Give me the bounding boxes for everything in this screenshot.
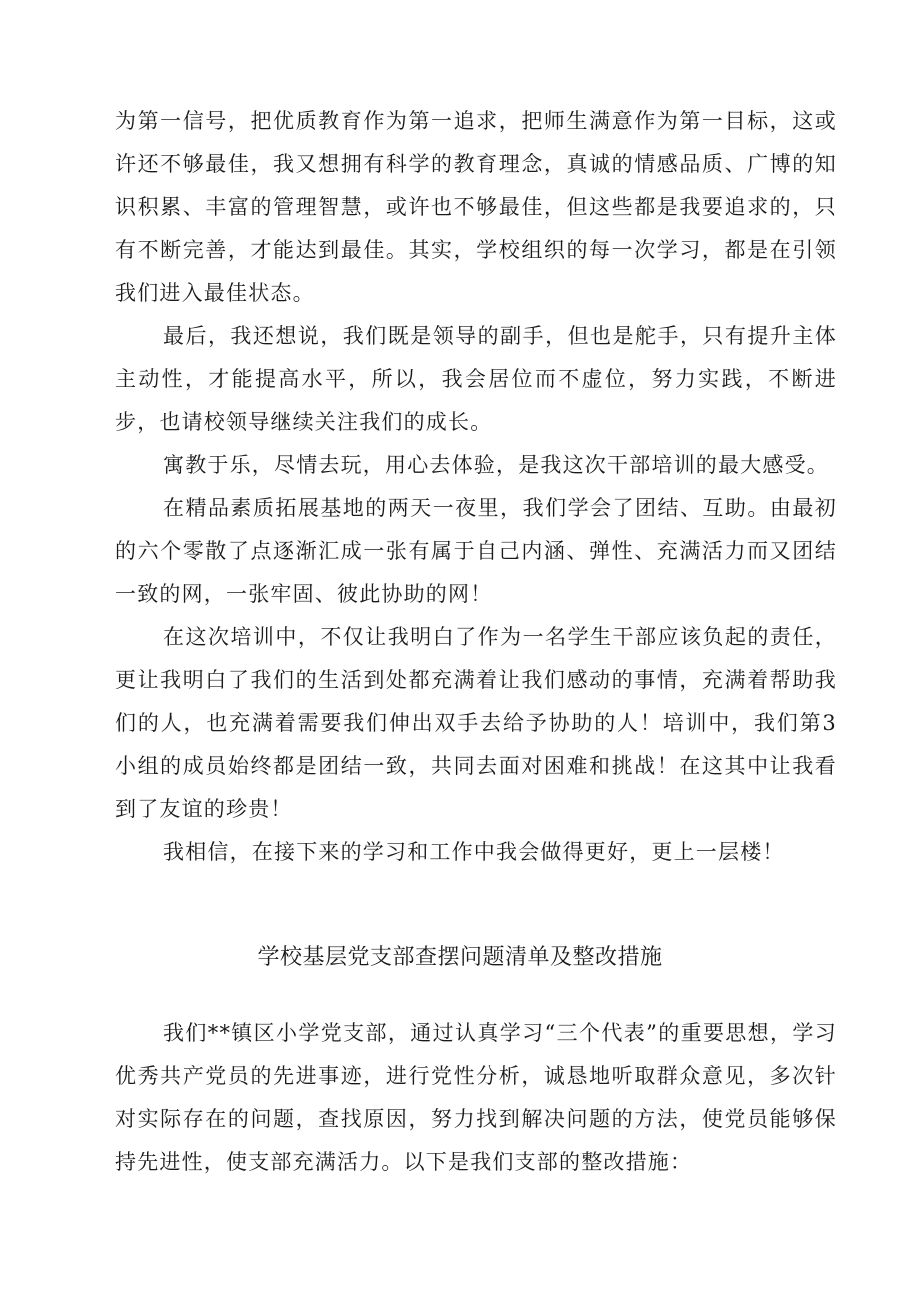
paragraph-expansion-base: 在精品素质拓展基地的两天一夜里，我们学会了团结、互助。由最初的六个零散了点逐渐汇成一张有属于自己内涵、弹性、充满活力而又团结一致的网，一张牢固、彼此协助的网！ bbox=[115, 496, 837, 606]
paragraph-training-lessons: 在这次培训中，不仅让我明白了作为一名学生干部应该负起的责任，更让我明白了我们的生活到处都充满着让我们感动的事情，充满着帮助我们的人，也充满着需要我们伸出双手去给予协助的人！培训中，我们第3小组的成员始终都是团结一致，共同去面对困难和挑战！在这其中让我看到了友谊的珍贵！ bbox=[115, 625, 837, 821]
section-title: 学校基层党支部查摆问题清单及整改措施 bbox=[257, 945, 663, 970]
paragraph-closing: 我相信，在接下来的学习和工作中我会做得更好，更上一层楼！ bbox=[163, 840, 785, 864]
paragraph-final-remarks: 最后，我还想说，我们既是领导的副手，但也是舵手，只有提升主体主动性，才能提高水平，所以，我会居位而不虚位，努力实践，不断进步，也请校领导继续关注我们的成长。 bbox=[115, 324, 837, 434]
paragraph-training-feeling: 寓教于乐，尽情去玩，用心去体验，是我这次干部培训的最大感受。 bbox=[163, 453, 829, 477]
paragraph-continued: 为第一信号，把优质教育作为第一追求，把师生满意作为第一目标，这或许还不够最佳，我又想拥有科学的教育理念，真诚的情感品质、广博的知识积累、丰富的管理智慧，或许也不够最佳，但这些都是我要追求的，只有不断完善，才能达到最佳。其实，学校组织的每一次学习，都是在引领我们进入最佳状态。 bbox=[115, 109, 837, 305]
paragraph-section-intro: 我们**镇区小学党支部，通过认真学习“三个代表”的重要思想，学习优秀共产党员的先进事迹，进行党性分析，诚恳地听取群众意见，多次针对实际存在的问题，查找原因，努力找到解决问题的方法，使党员能够保持先进性，使支部充满活力。以下是我们支部的整改措施： bbox=[115, 1021, 837, 1174]
